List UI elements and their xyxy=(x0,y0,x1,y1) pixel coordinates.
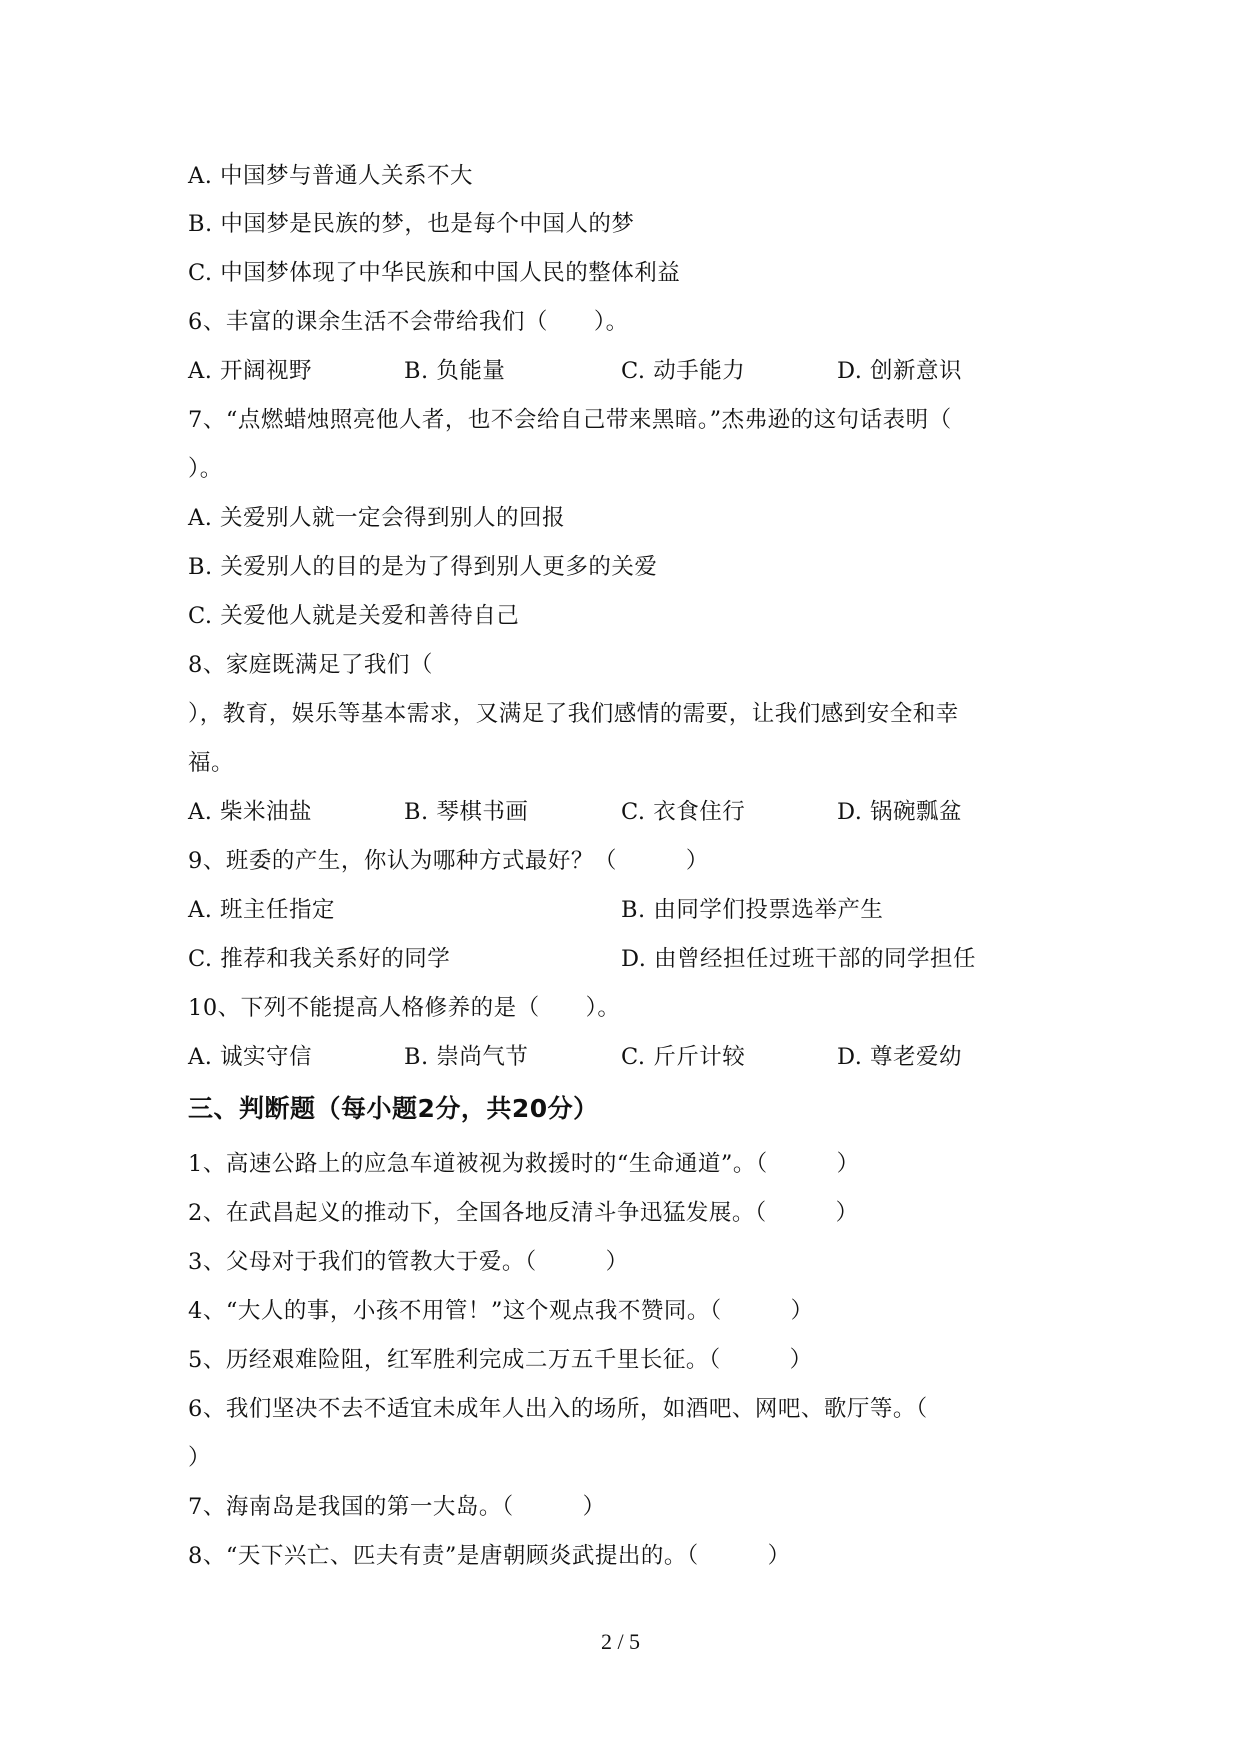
q5-option-c: C. 中国梦体现了中华民族和中国人民的整体利益 xyxy=(188,260,681,286)
q9-option-d: D. 由曾经担任过班干部的同学担任 xyxy=(621,946,977,972)
q8-option-d: D. 锅碗瓢盆 xyxy=(837,799,963,825)
q8-stem-line1: 8、家庭既满足了我们（ xyxy=(188,652,433,678)
page-number: 2 / 5 xyxy=(600,1629,641,1654)
q10-option-c: C. 斤斤计较 xyxy=(621,1044,746,1070)
q6-option-a: A. 开阔视野 xyxy=(188,358,313,384)
judgment-item-continuation: ） xyxy=(188,1445,212,1471)
q10-option-d: D. 尊老爱幼 xyxy=(837,1044,963,1070)
q10-option-b: B. 崇尚气节 xyxy=(404,1044,529,1070)
q9-option-b: B. 由同学们投票选举产生 xyxy=(621,897,884,923)
judgment-item: 7、海南岛是我国的第一大岛。（ ） xyxy=(188,1494,606,1520)
q7-stem-line2: ）。 xyxy=(188,456,223,482)
judgment-item: 5、历经艰难险阻，红军胜利完成二万五千里长征。（ ） xyxy=(188,1347,813,1373)
judgment-item: 1、高速公路上的应急车道被视为救援时的“生命通道”。（ ） xyxy=(188,1151,860,1177)
q10-option-a: A. 诚实守信 xyxy=(188,1044,313,1070)
q6-option-b: B. 负能量 xyxy=(404,358,506,384)
q6-stem: 6、丰富的课余生活不会带给我们（ ）。 xyxy=(188,309,629,335)
q5-option-a: A. 中国梦与普通人关系不大 xyxy=(188,163,474,189)
q8-option-b: B. 琴棋书画 xyxy=(404,799,529,825)
judgment-item: 3、父母对于我们的管教大于爱。（ ） xyxy=(188,1249,629,1275)
section-title: 三、判断题（每小题2分，共20分） xyxy=(188,1094,599,1123)
q9-option-c: C. 推荐和我关系好的同学 xyxy=(188,946,451,972)
q8-option-a: A. 柴米油盐 xyxy=(188,799,313,825)
q7-option-c: C. 关爱他人就是关爱和善待自己 xyxy=(188,603,520,629)
q6-option-d: D. 创新意识 xyxy=(837,358,963,384)
q10-stem: 10、下列不能提高人格修养的是（ ）。 xyxy=(188,995,621,1021)
q7-option-b: B. 关爱别人的目的是为了得到别人更多的关爱 xyxy=(188,554,658,580)
q7-option-a: A. 关爱别人就一定会得到别人的回报 xyxy=(188,505,566,531)
q8-stem-line2: ），教育，娱乐等基本需求，又满足了我们感情的需要，让我们感到安全和幸 xyxy=(188,701,959,727)
judgment-item: 8、“天下兴亡、匹夫有责”是唐朝顾炎武提出的。（ ） xyxy=(188,1543,791,1569)
q7-stem-line1: 7、“点燃蜡烛照亮他人者，也不会给自己带来黑暗。”杰弗逊的这句话表明（ xyxy=(188,407,952,433)
q6-option-c: C. 动手能力 xyxy=(621,358,746,384)
q8-stem-line3: 福。 xyxy=(188,750,235,776)
q5-option-b: B. 中国梦是民族的梦，也是每个中国人的梦 xyxy=(188,211,635,237)
judgment-item: 4、“大人的事，小孩不用管！”这个观点我不赞同。（ ） xyxy=(188,1298,814,1324)
judgment-item: 6、我们坚决不去不适宜未成年人出入的场所，如酒吧、网吧、歌厅等。（ xyxy=(188,1396,928,1422)
q9-stem: 9、班委的产生，你认为哪种方式最好？（ ） xyxy=(188,848,709,874)
q9-option-a: A. 班主任指定 xyxy=(188,897,336,923)
q8-option-c: C. 衣食住行 xyxy=(621,799,746,825)
judgment-item: 2、在武昌起义的推动下，全国各地反清斗争迅猛发展。（ ） xyxy=(188,1200,859,1226)
